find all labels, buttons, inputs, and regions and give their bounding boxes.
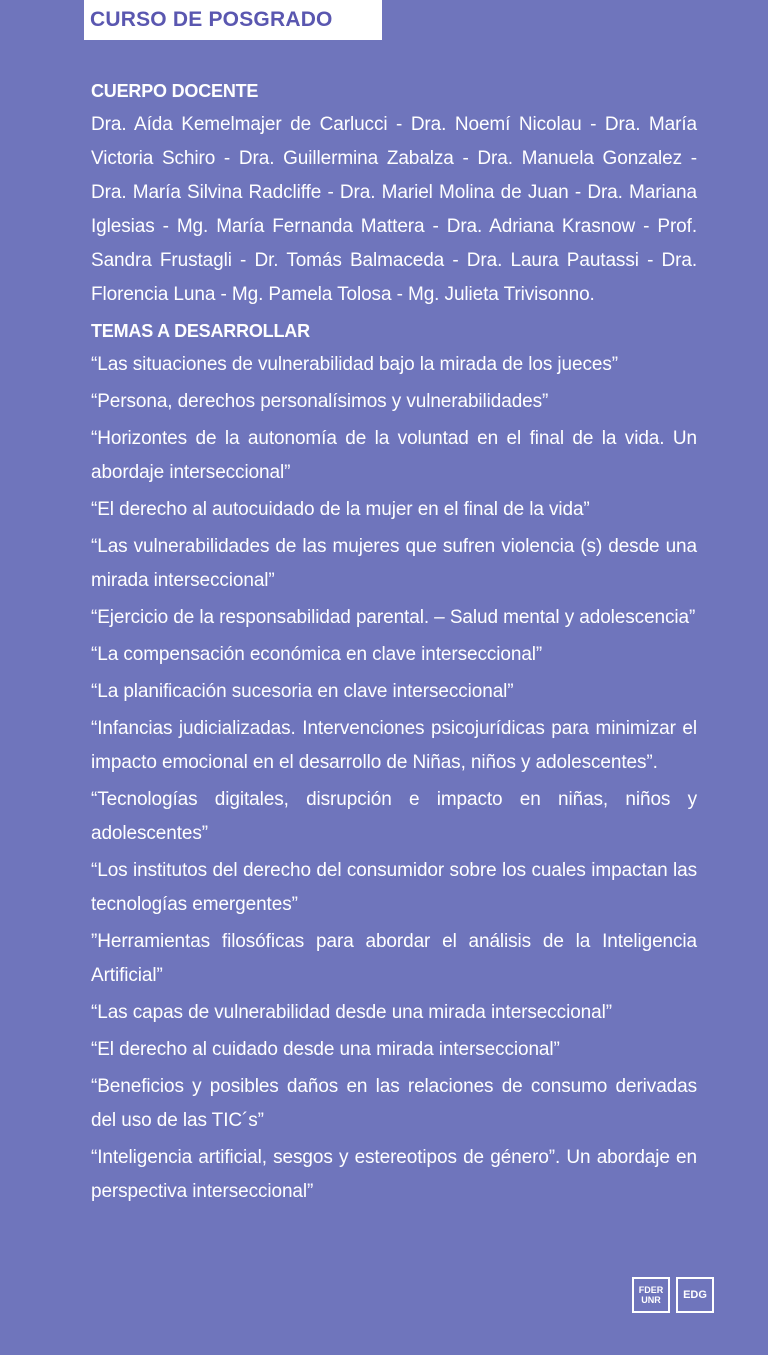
topic-item: “Los institutos del derecho del consumidor sobre los cuales impactan las tecnologías emergentes” <box>91 860 697 915</box>
topic-item: “Las situaciones de vulnerabilidad bajo la mirada de los jueces” <box>91 354 618 375</box>
faculty-heading: CUERPO DOCENTE <box>91 81 259 101</box>
topic-item: ”Herramientas filosóficas para abordar el análisis de la Inteligencia Artificial” <box>91 931 697 986</box>
topic-item: “Horizontes de la autonomía de la voluntad en el final de la vida. Un abordaje interseccional” <box>91 428 697 483</box>
edg-logo <box>676 1277 714 1313</box>
faculty-list: Dra. Aída Kemelmajer de Carlucci - Dra. Noemí Nicolau - Dra. María Victoria Schiro - Dra. Guillermina Zabalza - Dra. Manuela Gonzalez - Dra. María Silvina Radcliffe - Dra. Mariel Molina de Juan - Dra. Mariana Iglesias - Mg. María Fernanda Mattera - Dra. Adriana Krasnow - Prof. Sandra Frustagli - Dr. Tomás Balmaceda - Dra. Laura Pautassi - Dra. Florencia Luna - Mg. Pamela Tolosa - Mg. Julieta Trivisonno. <box>91 114 697 305</box>
topic-item: “Tecnologías digitales, disrupción e impacto en niñas, niños y adolescentes” <box>91 789 697 844</box>
topic-item: “Ejercicio de la responsabilidad parental. – Salud mental y adolescencia” <box>91 607 696 628</box>
topic-item: “El derecho al cuidado desde una mirada interseccional” <box>91 1039 560 1060</box>
unr-logo-text: UNR <box>641 1295 661 1305</box>
fder-unr-logo <box>632 1277 670 1313</box>
topic-item: “El derecho al autocuidado de la mujer en el final de la vida” <box>91 499 590 520</box>
institution-logos <box>632 1277 714 1313</box>
topics-list <box>91 348 697 1209</box>
edg-logo-text: EDG <box>683 1289 707 1301</box>
page-title: CURSO DE POSGRADO <box>90 8 333 31</box>
main-content <box>91 74 697 1212</box>
topic-item: “Inteligencia artificial, sesgos y estereotipos de género”. Un abordaje en perspectiva interseccional” <box>91 1147 697 1202</box>
topic-item: “Infancias judicializadas. Intervenciones psicojurídicas para minimizar el impacto emocional en el desarrollo de Niñas, niños y adolescentes”. <box>91 718 697 773</box>
topic-item: “La planificación sucesoria en clave interseccional” <box>91 681 514 702</box>
fder-logo-text: FDER <box>638 1285 664 1295</box>
topic-item: “Las vulnerabilidades de las mujeres que sufren violencia (s) desde una mirada interseccional” <box>91 536 697 591</box>
topic-item: “La compensación económica en clave interseccional” <box>91 644 543 665</box>
topics-heading: TEMAS A DESARROLLAR <box>91 321 310 341</box>
topic-item: “Persona, derechos personalísimos y vulnerabilidades” <box>91 391 549 412</box>
header-banner <box>84 0 382 40</box>
topic-item: “Las capas de vulnerabilidad desde una mirada interseccional” <box>91 1002 612 1023</box>
topic-item: “Beneficios y posibles daños en las relaciones de consumo derivadas del uso de las TIC´s” <box>91 1076 697 1131</box>
